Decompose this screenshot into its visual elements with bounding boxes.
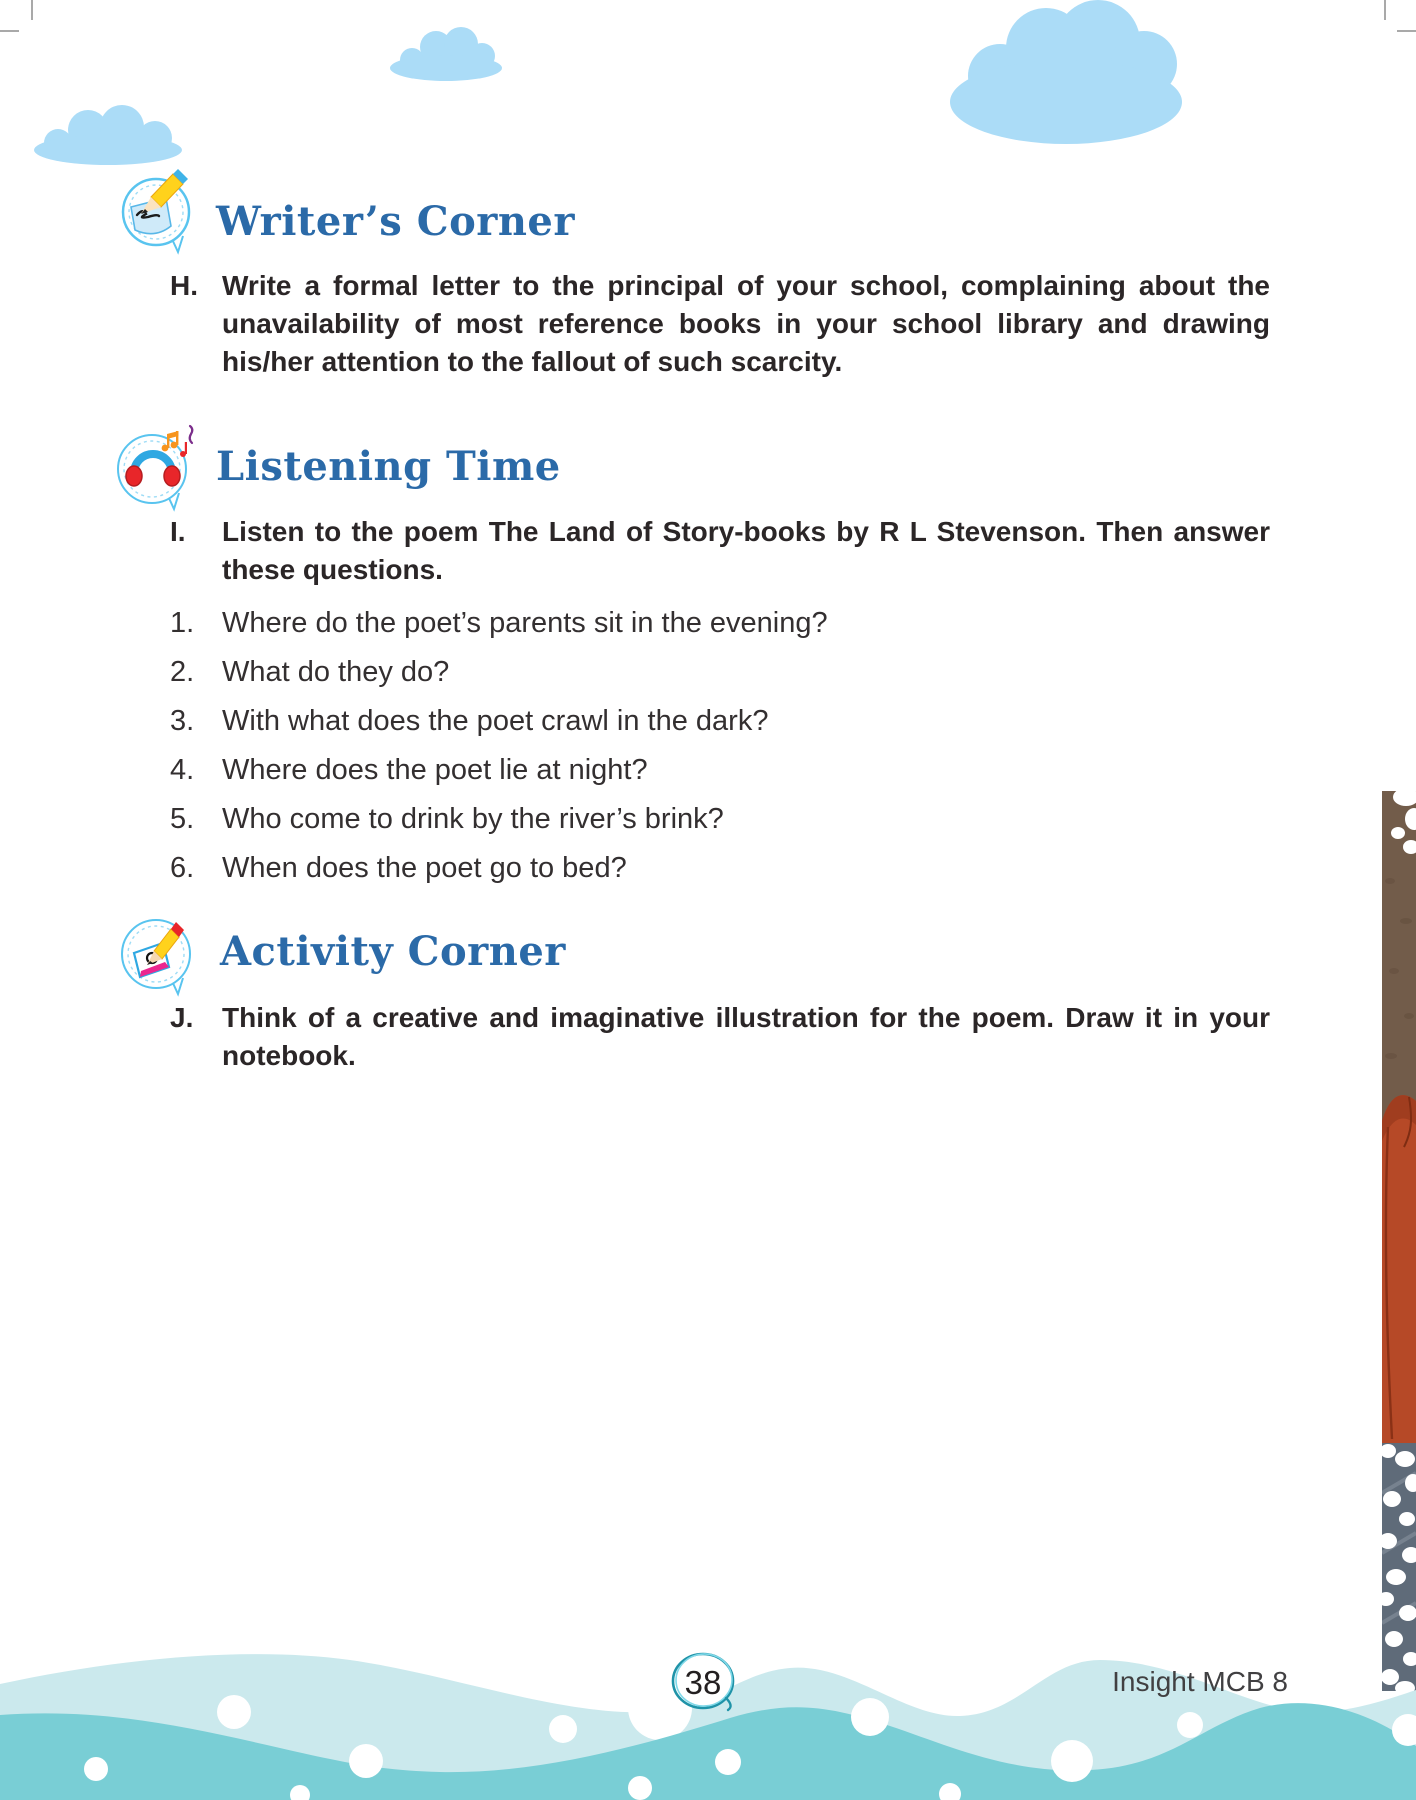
exercise-j-text: Think of a creative and imaginative illustration for the poem. Draw it in your notebook. <box>222 1002 1270 1071</box>
question-number: 5. <box>170 803 195 835</box>
question-text: With what does the poet crawl in the dark? <box>222 705 769 737</box>
exercise-j <box>170 999 1270 1075</box>
exercise-i <box>170 513 1270 589</box>
footer-brand: Insight MCB 8 <box>1112 1666 1288 1697</box>
question-text: Where does the poet lie at night? <box>222 754 648 786</box>
question-row <box>170 607 1270 639</box>
headphones-music-icon <box>110 418 200 512</box>
question-number: 2. <box>170 656 195 688</box>
exercise-h-marker: H. <box>170 270 198 301</box>
pencil-drawing-icon <box>114 903 204 997</box>
question-number: 4. <box>170 754 195 786</box>
exercise-i-marker: I. <box>170 516 186 547</box>
clouds-decoration <box>0 0 1416 230</box>
question-text: When does the poet go to bed? <box>222 852 627 884</box>
exercise-h-text: Write a formal letter to the principal of your school, complaining about the unavailability of most reference books in your school library and drawing his/her attention to the fallout of such scarcity. <box>222 270 1270 377</box>
section-title-activity-corner: Activity Corner <box>220 928 566 975</box>
question-text: Where do the poet’s parents sit in the evening? <box>222 607 828 639</box>
question-number: 3. <box>170 705 195 737</box>
exercise-i-text: Listen to the poem The Land of Story-books by R L Stevenson. Then answer these questions. <box>222 516 1270 585</box>
question-text: Who come to drink by the river’s brink? <box>222 803 724 835</box>
question-row <box>170 803 1270 835</box>
section-title-writers-corner: Writer’s Corner <box>216 198 575 245</box>
listening-questions <box>170 607 1270 901</box>
page-number: 38 <box>684 1664 722 1701</box>
exercise-h <box>170 267 1270 381</box>
exercise-j-marker: J. <box>170 1002 194 1033</box>
question-number: 6. <box>170 852 195 884</box>
question-row <box>170 656 1270 688</box>
section-title-listening-time: Listening Time <box>216 443 561 490</box>
question-row <box>170 754 1270 786</box>
question-number: 1. <box>170 607 195 639</box>
page-number-badge <box>668 1650 744 1718</box>
question-row <box>170 852 1270 884</box>
pencil-writing-paper-icon <box>114 163 202 255</box>
question-row <box>170 705 1270 737</box>
question-text: What do they do? <box>222 656 450 688</box>
